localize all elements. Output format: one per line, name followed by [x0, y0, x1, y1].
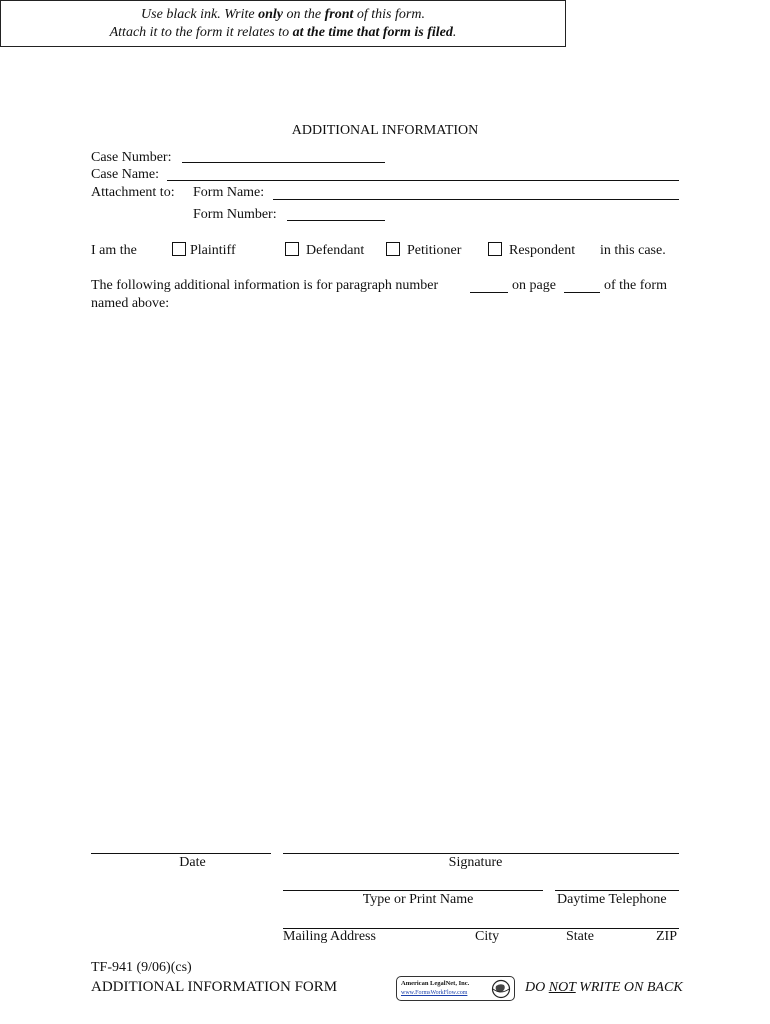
- date-field[interactable]: [91, 853, 271, 854]
- form-title: ADDITIONAL INFORMATION: [291, 123, 479, 138]
- case-name-field[interactable]: [167, 180, 679, 181]
- instr-text: .: [452, 25, 457, 40]
- petitioner-checkbox[interactable]: [386, 242, 400, 256]
- zip-label: ZIP: [656, 929, 677, 944]
- case-name-label: Case Name:: [91, 167, 160, 182]
- dnw-text: DO: [525, 980, 549, 995]
- print-name-label: Type or Print Name: [362, 892, 474, 907]
- state-label: State: [566, 929, 594, 944]
- case-number-label: Case Number:: [91, 150, 172, 165]
- defendant-label: Defendant: [306, 243, 365, 258]
- date-label: Date: [179, 855, 206, 870]
- case-number-field[interactable]: [182, 162, 385, 163]
- city-label: City: [475, 929, 500, 944]
- plaintiff-checkbox[interactable]: [172, 242, 186, 256]
- i-am-the-label: I am the: [91, 243, 137, 258]
- form-name-label: Form Name:: [193, 185, 265, 200]
- print-name-field[interactable]: [283, 890, 543, 891]
- on-page-text: on page: [512, 278, 556, 293]
- additional-info-area[interactable]: [91, 320, 679, 840]
- daytime-telephone-label: Daytime Telephone: [557, 892, 667, 907]
- instr-text: Attach it to the form it relates to: [109, 25, 293, 40]
- instr-text: on the: [282, 7, 325, 22]
- respondent-label: Respondent: [509, 243, 576, 258]
- defendant-checkbox[interactable]: [285, 242, 299, 256]
- instr-emphasis-only: only: [258, 7, 283, 22]
- instructions-line-2: [1, 24, 565, 42]
- footer-form-title: ADDITIONAL INFORMATION FORM: [91, 979, 338, 995]
- mailing-address-label: Mailing Address: [283, 929, 376, 944]
- form-number-field[interactable]: [287, 220, 385, 221]
- respondent-checkbox[interactable]: [488, 242, 502, 256]
- in-this-case-label: in this case.: [600, 243, 666, 258]
- dnw-emphasis: NOT: [548, 980, 576, 995]
- instr-emphasis-front: front: [324, 7, 354, 22]
- form-name-field[interactable]: [273, 199, 679, 200]
- instructions-line-1: [1, 6, 565, 24]
- paragraph-number-field[interactable]: [470, 292, 508, 293]
- form-number-label: Form Number:: [193, 207, 277, 222]
- named-above-text: named above:: [91, 296, 170, 311]
- signature-label: Signature: [448, 855, 503, 870]
- instr-text: Use black ink. Write: [141, 7, 259, 22]
- daytime-telephone-field[interactable]: [555, 890, 679, 891]
- globe-icon: [491, 979, 511, 999]
- attachment-label: Attachment to:: [91, 185, 175, 200]
- paragraph-intro-text: The following additional information is for paragraph number: [91, 278, 439, 293]
- petitioner-label: Petitioner: [407, 243, 462, 258]
- dnw-text: WRITE ON BACK: [575, 980, 683, 995]
- do-not-write-on-back: [525, 980, 683, 996]
- page-number-field[interactable]: [564, 292, 600, 293]
- instructions-box: [0, 0, 566, 47]
- form-code: TF-941 (9/06)(cs): [91, 960, 192, 975]
- instr-text: of this form.: [353, 7, 425, 22]
- logo-website: www.FormsWorkFlow.com: [401, 990, 468, 996]
- signature-field[interactable]: [283, 853, 679, 854]
- of-the-form-text: of the form: [604, 278, 667, 293]
- instr-emphasis-filed: at the time that form is filed: [292, 25, 453, 40]
- logo-company-name: American LegalNet, Inc.: [401, 980, 470, 987]
- american-legalnet-logo: [396, 976, 515, 1001]
- plaintiff-label: Plaintiff: [190, 243, 236, 258]
